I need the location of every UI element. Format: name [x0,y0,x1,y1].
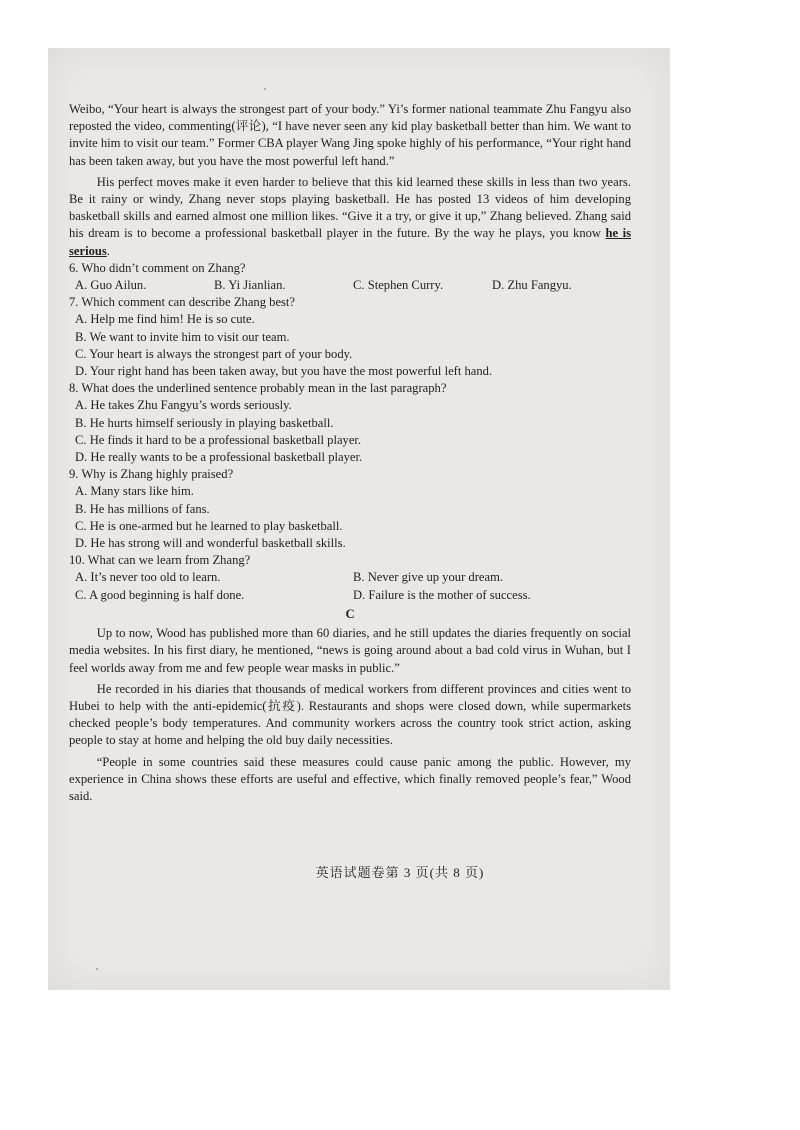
section-heading: C [345,606,355,621]
question-block [69,552,631,604]
question-block [69,260,631,294]
answer-option: D. Your right hand has been taken away, but you have the most powerful left hand. [75,364,493,379]
options-row [69,277,631,294]
answer-option: A. Guo Ailun. [75,278,147,293]
page-footer: 英语试题卷第 3 页(共 8 页) [315,865,485,880]
question-block [69,466,631,552]
question-stem: 7. Which comment can describe Zhang best? [69,295,296,310]
question-stem: 10. What can we learn from Zhang? [69,553,251,568]
answer-option: C. He is one-armed but he learned to play basketball. [75,518,343,533]
answer-option: A. It’s never too old to learn. [75,570,221,585]
answer-option: C. Your heart is always the strongest part of your body. [75,346,353,361]
answer-option: D. Zhu Fangyu. [492,278,572,293]
question-block [69,294,631,380]
passage-paragraph: His perfect moves make it even harder to believe that this kid learned these skills in less than two years. Be it rainy or windy, Zhang never stops playing basketball. He has posted 13 videos of him developing basketball skills and earned almost one million likes. “Give it a try, or give it up,” Zhang believed. Zhang said his dream is to become a professional basketball player in the future. By the way he plays, you know he is serious. [69,174,631,258]
answer-option: D. He really wants to be a professional basketball player. [75,450,363,465]
question-stem: 8. What does the underlined sentence probably mean in the last paragraph? [69,381,447,396]
passage-paragraph: “People in some countries said these measures could cause panic among the public. However, my experience in China shows these efforts are useful and effective, which finally removed people’s fear,” Wood said. [69,754,631,803]
paper-speck [96,968,98,970]
passage-paragraph: He recorded in his diaries that thousands of medical workers from different provinces and cities went to Hubei to help with the anti-epidemic(抗疫). Restaurants and shops were closed down, while supermarkets checked people’s body temperatures. And community workers across the country took strict action, asking people to stay at home and helping the old buy daily necessities. [69,681,631,748]
page-content [69,101,631,805]
answer-option: B. He hurts himself seriously in playing basketball. [75,415,334,430]
paper-speck [264,88,266,90]
answer-option: C. He finds it hard to be a professional basketball player. [75,432,362,447]
underlined-sentence: he is serious [69,226,631,258]
answer-option: A. Help me find him! He is so cute. [75,312,255,327]
passage-paragraph: Up to now, Wood has published more than 60 diaries, and he still updates the diaries frequently on social media websites. In his first diary, he mentioned, “news is going around about a bad cold virus in Wuhan, but I feel worlds away from me and few people wear masks in public.” [69,626,631,675]
question-stem: 6. Who didn’t comment on Zhang? [69,260,246,275]
answer-option: B. Yi Jianlian. [214,278,286,293]
question-stem: 9. Why is Zhang highly praised? [69,467,234,482]
answer-option: D. He has strong will and wonderful basketball skills. [75,536,346,551]
answer-option: B. He has millions of fans. [75,501,210,516]
options-grid [69,569,631,603]
answer-option: D. Failure is the mother of success. [353,587,531,602]
answer-option: B. We want to invite him to visit our team. [75,329,290,344]
answer-option: C. Stephen Curry. [353,278,444,293]
answer-option: C. A good beginning is half done. [75,587,245,602]
answer-option: B. Never give up your dream. [353,570,504,585]
question-block [69,380,631,466]
passage-paragraph: Weibo, “Your heart is always the strongest part of your body.” Yi’s former national teammate Zhu Fangyu also reposted the video, commenting(评论), “I have never seen any kid play basketball better than him. We want to invite him to visit our team.” Former CBA player Wang Jing spoke highly of his performance, “Your right hand has been taken away, but you have the most powerful left hand.” [69,102,632,168]
answer-option: A. Many stars like him. [75,484,194,499]
answer-option: A. He takes Zhu Fangyu’s words seriously. [75,398,292,413]
